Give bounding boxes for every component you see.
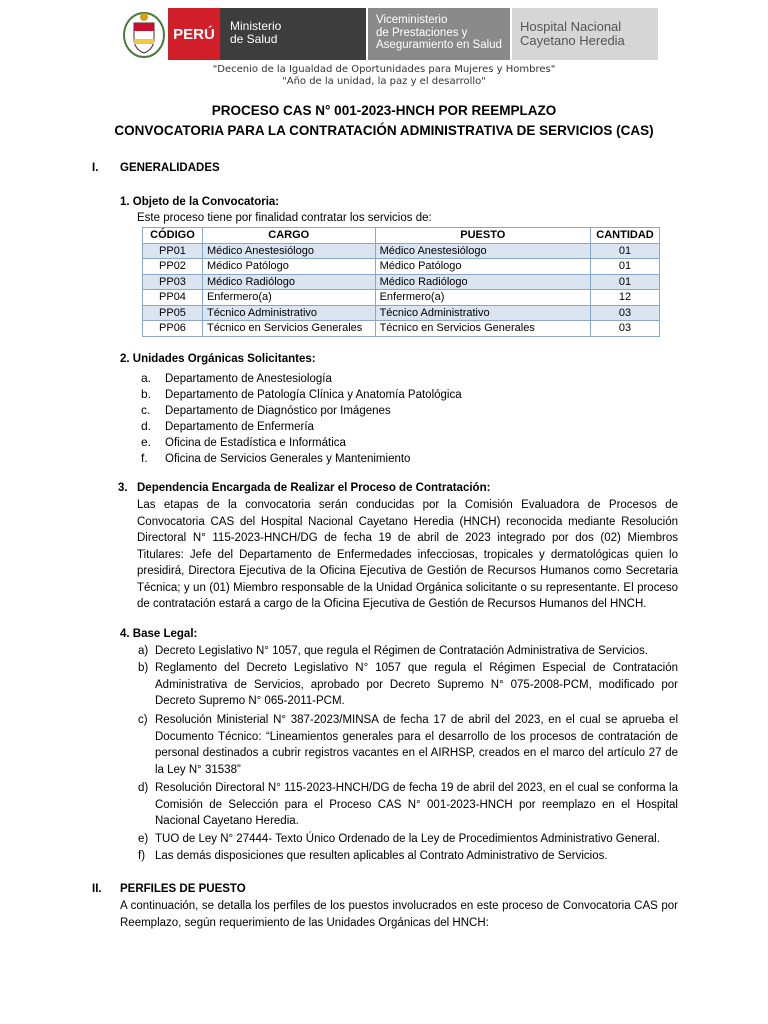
list-item: Reglamento del Decreto Legislativo N° 1057 que regula el Régimen Especial de Contratación Administrativa de Servicios, aprobado por Decreto Supremo N° 075-2008-PCM, modificado por Decreto Supremo N° 065-2011-PCM. (155, 662, 678, 707)
ministerio-label: Ministerio de Salud (220, 8, 366, 60)
hospital-label: Hospital Nacional Cayetano Heredia (512, 8, 658, 60)
item-heading: 1. Objeto de la Convocatoria: (120, 196, 280, 208)
table-row: PP01 Médico Anestesiólogo Médico Anestesiólogo 01 (143, 243, 660, 259)
coat-of-arms-icon (120, 8, 168, 60)
list-item: Resolución Ministerial N° 387-2023/MINSA de fecha 17 de abril del 2023, en el cual se aprueba el Documento Técnico: “Lineamientos generales para el desarrollo de los procesos de contratación de personal destinados a cubrir registros vacantes en el AIRHSP, creados en el marco del artículo 27 de la Ley N° 31538” (155, 714, 678, 776)
document-subtitle: CONVOCATORIA PARA LA CONTRATACIÓN ADMINISTRATIVA DE SERVICIOS (CAS) (114, 123, 654, 138)
item-number: 3. (118, 482, 128, 494)
table-row: PP04 Enfermero(a) Enfermero(a) 12 (143, 290, 660, 306)
list-item: Departamento de Diagnóstico por Imágenes (165, 405, 391, 417)
positions-table (142, 227, 660, 337)
item-intro: Este proceso tiene por finalidad contratar los servicios de: (137, 212, 432, 224)
table-header-row (143, 228, 660, 244)
header-banner (120, 8, 658, 60)
section-number: I. (92, 162, 99, 174)
list-item: Departamento de Enfermería (165, 421, 314, 433)
list-item: Oficina de Estadística e Informática (165, 437, 346, 449)
list-item: TUO de Ley N° 27444- Texto Único Ordenado de la Ley de Procedimientos Administrativo General. (155, 833, 660, 845)
table-row: PP02 Médico Patólogo Médico Patólogo 01 (143, 259, 660, 275)
list-item: Departamento de Anestesiología (165, 373, 332, 385)
section-heading: PERFILES DE PUESTO (120, 883, 246, 895)
item-heading: 2. Unidades Orgánicas Solicitantes: (120, 353, 316, 365)
list-item: Oficina de Servicios Generales y Mantenimiento (165, 453, 411, 465)
list-item: Resolución Directoral N° 115-2023-HNCH/DG de fecha 19 de abril del 2023, en el cual se conforma la Comisión de Selección para el Proceso CAS N° 001-2023-HNCH por reemplazo en el Hospital Nacional Cayetano Heredia. (155, 782, 678, 827)
table-row: PP05 Técnico Administrativo Técnico Administrativo 03 (143, 305, 660, 321)
list-item: Las demás disposiciones que resulten aplicables al Contrato Administrativo de Servicios. (155, 850, 608, 862)
section-number: II. (92, 883, 102, 895)
item-heading: 4. Base Legal: (120, 628, 198, 640)
decenio-motto: "Decenio de la Igualdad de Oportunidades para Mujeres y Hombres" "Año de la unidad, la paz y el desarrollo" (212, 64, 556, 87)
table-header: CANTIDAD (590, 228, 659, 244)
list-item: Departamento de Patología Clínica y Anatomía Patológica (165, 389, 462, 401)
viceministerio-label: Viceministerio de Prestaciones y Aseguramiento en Salud (368, 8, 510, 60)
list-item: Decreto Legislativo N° 1057, que regula el Régimen de Contratación Administrativa de Servicios. (155, 645, 648, 657)
table-header: CARGO (202, 228, 375, 244)
item-heading: Dependencia Encargada de Realizar el Proceso de Contratación: (137, 482, 491, 494)
section-paragraph: A continuación, se detalla los perfiles de los puestos involucrados en este proceso de Convocatoria CAS por Reemplazo, según requerimiento de las Unidades Orgánicas del HNCH: (120, 900, 678, 929)
peru-label: PERÚ (168, 8, 220, 60)
section-heading: GENERALIDADES (120, 162, 220, 174)
table-row: PP03 Médico Radiólogo Médico Radiólogo 01 (143, 274, 660, 290)
table-header: CÓDIGO (143, 228, 203, 244)
table-row: PP06 Técnico en Servicios Generales Técnico en Servicios Generales 03 (143, 321, 660, 337)
table-header: PUESTO (375, 228, 590, 244)
document-title: PROCESO CAS N° 001-2023-HNCH POR REEMPLAZO (211, 103, 557, 118)
item-paragraph: Las etapas de la convocatoria serán conducidas por la Comisión Evaluadora de Procesos de Convocatoria CAS del Hospital Nacional Cayetano Heredia (HNCH) reconocida mediante Resolución Directoral N° 115-2023-HNCH/DG de fecha 19 de abril de 2023 integrado por dos (02) Miembros Titulares: Jefe del Departamento de Enfermedades infecciosas, tropicales y dermatológicas quien lo presidirá, Directora Ejecutiva de la Oficina Ejecutiva de Gestión de Recursos Humanos como Secretaria Técnica; y un (01) Miembro responsable de la Unidad Orgánica solicitante o su representante. El proceso de contratación estará a cargo de la Oficina Ejecutiva de Gestión de Recursos Humanos del HNCH. (137, 499, 678, 610)
